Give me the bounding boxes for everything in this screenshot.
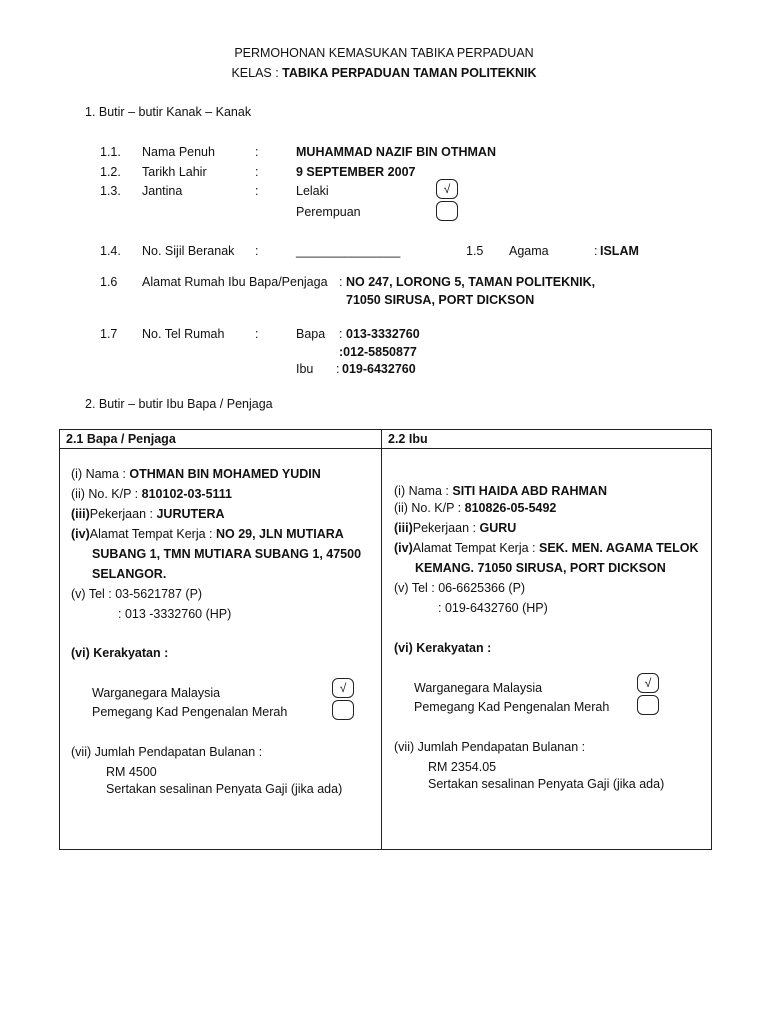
father-work-address-row: [71, 526, 344, 542]
mother-job-num: (iii): [394, 521, 413, 535]
father-address-line2: SUBANG 1, TMN MUTIARA SUBANG 1, 47500: [92, 547, 362, 561]
father-citizen-label: Warganegara Malaysia: [92, 686, 221, 700]
father-name-value: OTHMAN BIN MOHAMED YUDIN: [129, 467, 321, 481]
mother-address-line1: SEK. MEN. AGAMA TELOK: [538, 541, 699, 555]
mother-address-line2: KEMANG. 71050 SIRUSA, PORT DICKSON: [415, 561, 666, 575]
parents-table: [59, 429, 712, 850]
row-label: No. Sijil Beranak: [142, 244, 235, 258]
father-tel-office: (v) Tel : 03-5621787 (P): [71, 587, 203, 601]
father-tel-hp: : 013 -3332760 (HP): [118, 607, 232, 621]
father-job-label: Pekerjaan :: [89, 507, 153, 521]
mother-work-address-row: [394, 540, 698, 556]
row-number: 1.7: [100, 327, 118, 341]
mother-address-label: Alamat Tempat Kerja :: [412, 541, 536, 555]
row-colon: :: [339, 275, 343, 289]
row-number: 1.3.: [100, 184, 121, 198]
mother-redic-checkbox[interactable]: [637, 695, 659, 715]
table-divider: [381, 430, 382, 849]
row-colon: :: [255, 184, 259, 198]
gender-male-label: Lelaki: [296, 184, 329, 198]
father-citizenship-label: (vi) Kerakyatan :: [71, 646, 169, 660]
father-address-line1: NO 29, JLN MUTIARA: [215, 527, 344, 541]
mother-tel-office: (v) Tel : 06-6625366 (P): [394, 581, 526, 595]
mother-job-row: [394, 520, 516, 536]
mother-payslip-note: Sertakan sesalinan Penyata Gaji (jika ada): [428, 777, 665, 791]
row-value: 9 SEPTEMBER 2007: [296, 165, 416, 179]
row-colon: :: [255, 244, 259, 258]
mother-address-num: (iv): [394, 541, 413, 555]
row-number: 1.4.: [100, 244, 121, 258]
religion-colon: :: [594, 244, 598, 258]
father-income-label: (vii) Jumlah Pendapatan Bulanan :: [71, 745, 263, 759]
form-title: PERMOHONAN KEMASUKAN TABIKA PERPADUAN: [234, 46, 534, 60]
mother-ic-row: [394, 500, 556, 516]
mother-column-header: 2.2 Ibu: [388, 432, 428, 446]
row-number: 1.6: [100, 275, 118, 289]
father-redic-label: Pemegang Kad Pengenalan Merah: [92, 705, 288, 719]
row-label: No. Tel Rumah: [142, 327, 225, 341]
mother-phone-value: 019-6432760: [342, 362, 416, 376]
section1-heading: 1. Butir – butir Kanak – Kanak: [85, 105, 252, 119]
mother-ic-value: 810826-05-5492: [464, 501, 557, 515]
religion-number: 1.5: [466, 244, 484, 258]
father-ic-row: [71, 486, 232, 502]
row-value: MUHAMMAD NAZIF BIN OTHMAN: [296, 145, 496, 159]
row-label: Tarikh Lahir: [142, 165, 207, 179]
gender-male-checkbox[interactable]: √: [436, 179, 458, 199]
father-payslip-note: Sertakan sesalinan Penyata Gaji (jika ada): [106, 782, 343, 796]
father-income-value: RM 4500: [106, 765, 157, 779]
birth-cert-value[interactable]: _______________: [296, 244, 401, 258]
mother-citizen-label: Warganegara Malaysia: [414, 681, 543, 695]
father-job-value: JURUTERA: [156, 507, 225, 521]
father-column-header: 2.1 Bapa / Penjaga: [66, 432, 176, 446]
kelas-value: TABIKA PERPADUAN TAMAN POLITEKNIK: [282, 66, 537, 80]
father-redic-checkbox[interactable]: [332, 700, 354, 720]
row-label: Nama Penuh: [142, 145, 215, 159]
father-phone-label: Bapa: [296, 327, 326, 341]
father-citizen-checkbox[interactable]: √: [332, 678, 354, 698]
father-phone-value: 013-3332760: [346, 327, 420, 341]
kelas-line: [0, 65, 768, 81]
section2-heading: 2. Butir – butir Ibu Bapa / Penjaga: [85, 397, 273, 411]
father-name-label: (i) Nama :: [71, 467, 126, 481]
mother-name-value: SITI HAIDA ABD RAHMAN: [452, 484, 607, 498]
father-job-row: [71, 506, 225, 522]
mother-name-row: [394, 483, 607, 499]
father-ic-value: 810102-03-5111: [141, 487, 233, 501]
row-colon: :: [255, 145, 259, 159]
father-name-row: [71, 466, 321, 482]
address-line2: 71050 SIRUSA, PORT DICKSON: [346, 293, 535, 307]
mother-redic-label: Pemegang Kad Pengenalan Merah: [414, 700, 610, 714]
row-colon: :: [255, 165, 259, 179]
address-line1: NO 247, LORONG 5, TAMAN POLITEKNIK,: [346, 275, 596, 289]
religion-label: Agama: [509, 244, 549, 258]
father-phone-colon: :: [339, 327, 343, 341]
mother-ic-label: (ii) No. K/P :: [394, 501, 462, 515]
father-ic-label: (ii) No. K/P :: [71, 487, 139, 501]
father-address-label: Alamat Tempat Kerja :: [89, 527, 213, 541]
row-number: 1.2.: [100, 165, 121, 179]
mother-job-label: Pekerjaan :: [412, 521, 476, 535]
mother-tel-hp: : 019-6432760 (HP): [438, 601, 548, 615]
mother-phone-colon: :: [336, 362, 340, 376]
row-label: Jantina: [142, 184, 183, 198]
mother-citizenship-label: (vi) Kerakyatan :: [394, 641, 492, 655]
mother-income-value: RM 2354.05: [428, 760, 497, 774]
gender-female-label: Perempuan: [296, 205, 361, 219]
gender-female-checkbox[interactable]: [436, 201, 458, 221]
father-job-num: (iii): [71, 507, 90, 521]
mother-citizen-checkbox[interactable]: √: [637, 673, 659, 693]
father-address-line3: SELANGOR.: [92, 567, 167, 581]
religion-value: ISLAM: [600, 244, 639, 258]
row-number: 1.1.: [100, 145, 121, 159]
father-address-num: (iv): [71, 527, 90, 541]
mother-income-label: (vii) Jumlah Pendapatan Bulanan :: [394, 740, 586, 754]
row-label: Alamat Rumah Ibu Bapa/Penjaga: [142, 275, 328, 289]
kelas-label: KELAS :: [231, 66, 279, 80]
mother-name-label: (i) Nama :: [394, 484, 449, 498]
row-colon: :: [255, 327, 259, 341]
table-header-line: [60, 448, 711, 449]
mother-job-value: GURU: [479, 521, 517, 535]
mother-phone-label: Ibu: [296, 362, 314, 376]
father-phone-value2: :012-5850877: [339, 345, 417, 359]
